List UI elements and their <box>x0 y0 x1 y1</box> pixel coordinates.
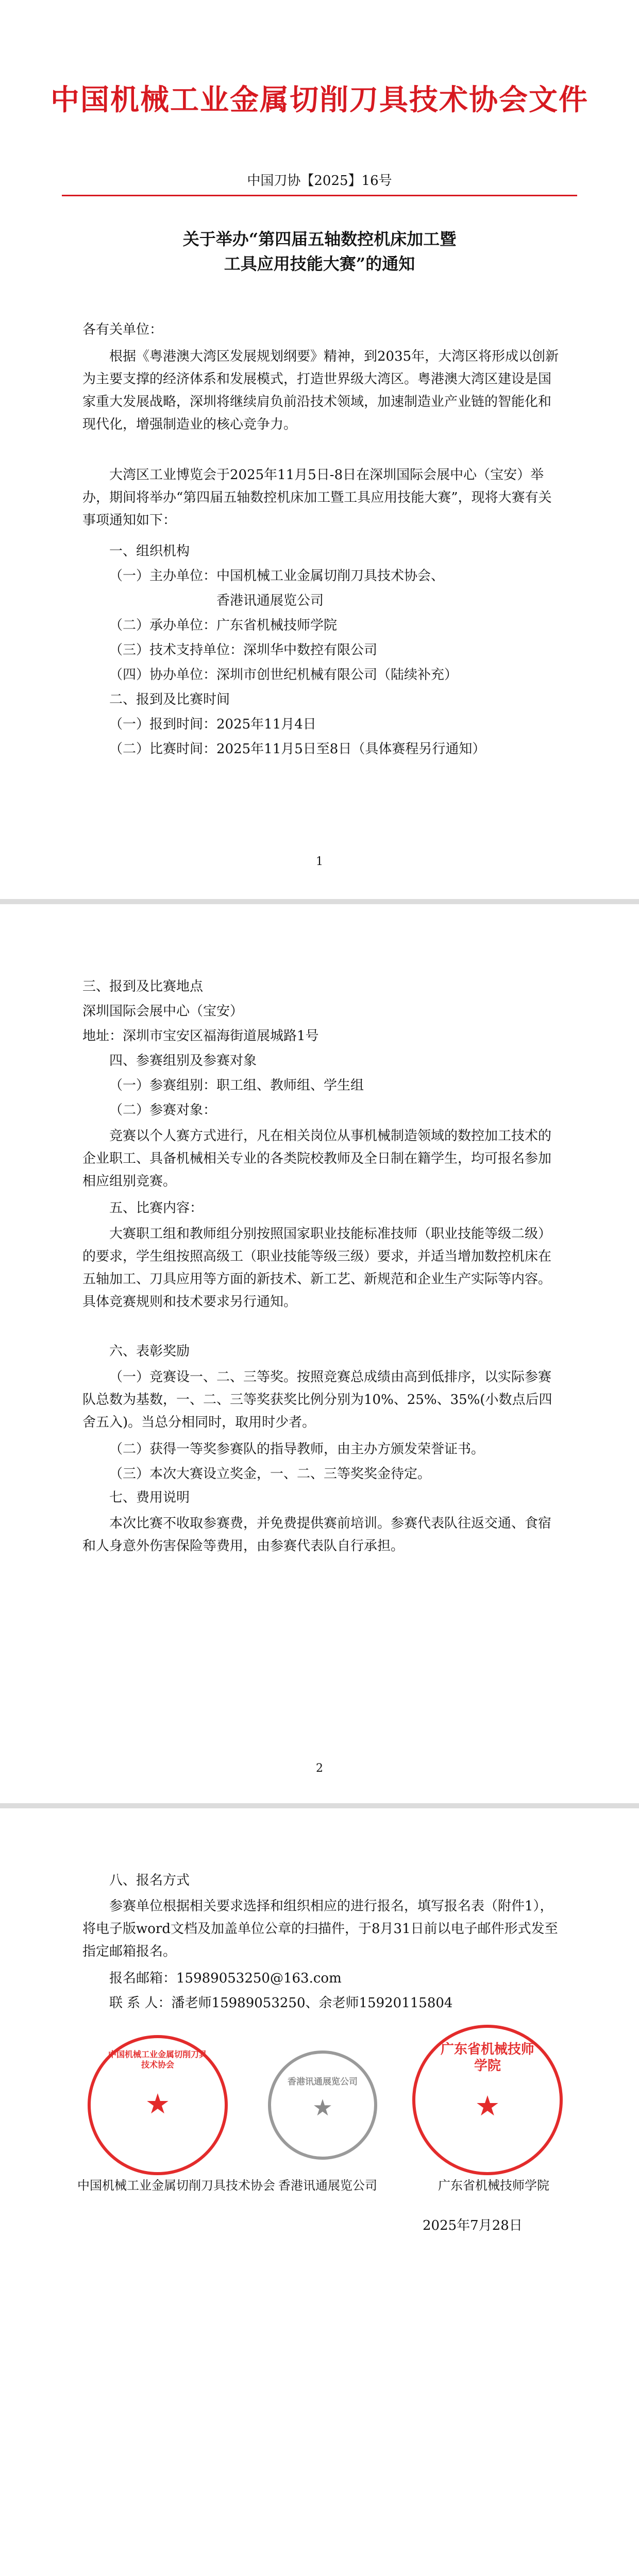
section-5-title: 五、比赛内容： <box>109 1200 204 1216</box>
signer-1: 中国机械工业金属切削刀具技术协会 <box>77 2178 275 2193</box>
section-1-title: 一、组织机构 <box>109 544 190 559</box>
contact-persons: 联 系 人：潘老师15989053250、余老师15920115804 <box>109 1995 453 2011</box>
page-number: 1 <box>316 855 323 868</box>
eligibility-paragraph: 竞赛以个人赛方式进行，凡在相关岗位从事机械制造领域的数控加工技术的企业职工、具备机械相关专业的各类院校教师及全日制在籍学生，均可报名参加相应组别竞赛。 <box>82 1128 552 1189</box>
section-6-title: 六、表彰奖励 <box>109 1344 190 1359</box>
content-paragraph: 大赛职工组和教师组分别按照国家职业技能标准技师（职业技能等级二级）的要求，学生组按照高级工（职业技能等级三级）要求，并适当增加数控机床在五轴加工、刀具应用等方面的新技术、新工艺、新规范和企业生产实际等内容。具体竞赛规则和技术要求另行通知。 <box>82 1226 552 1310</box>
seal-3-stamp <box>412 2025 563 2175</box>
doc-number: 中国刀协【2025】16号 <box>247 173 392 189</box>
organizer-line-2: 香港讯通展览公司 <box>216 593 324 608</box>
award-paragraph-2: （二）获得一等奖参赛队的指导教师，由主办方颁发荣誉证书。 <box>109 1442 485 1457</box>
contest-eligibility-title: （二）参赛对象： <box>109 1103 217 1118</box>
section-3-title: 三、报到及比赛地点 <box>82 979 204 994</box>
registration-paragraph: 参赛单位根据相关要求选择和组织相应的进行报名，填写报名表（附件1），将电子版word文档及加盖单位公章的扫描件，于8月31日前以电子邮件形式发至指定邮箱报名。 <box>82 1899 558 1959</box>
seal-star-icon: ★ <box>312 2095 333 2121</box>
issue-date: 2025年7月28日 <box>423 2218 523 2233</box>
page-1 <box>0 0 639 899</box>
section-2-title: 二、报到及比赛时间 <box>109 692 230 707</box>
section-4-title: 四、参赛组别及参赛对象 <box>109 1053 257 1069</box>
award-paragraph-3: （三）本次大赛设立奖金，一、二、三等奖奖金待定。 <box>109 1466 431 1482</box>
seal-2-text: 香港讯通展览公司 <box>288 2077 358 2087</box>
registration-email: 报名邮箱：15989053250@163.com <box>109 1971 342 1986</box>
organizer-line: （一）主办单位：中国机械工业金属切削刀具技术协会、 <box>109 568 445 584</box>
venue: 深圳国际会展中心（宝安） <box>82 1004 244 1019</box>
page-number: 2 <box>316 1762 323 1775</box>
contest-time: （二）比赛时间：2025年11月5日至8日（具体赛程另行通知） <box>109 741 486 757</box>
seal-star-icon: ★ <box>145 2088 171 2120</box>
signer-2: 香港讯通展览公司 <box>278 2178 377 2193</box>
seal-3-text: 广东省机械技师学院 <box>440 2042 534 2074</box>
contest-groups: （一）参赛组别：职工组、教师组、学生组 <box>109 1078 364 1093</box>
section-8-title: 八、报名方式 <box>109 1873 190 1888</box>
salutation: 各有关单位： <box>82 322 163 337</box>
venue-address: 地址：深圳市宝安区福海街道展城路1号 <box>82 1028 319 1044</box>
co-organizer-line: （四）协办单位：深圳市创世纪机械有限公司（陆续补充） <box>109 667 458 683</box>
intro-paragraph-2: 大湾区工业博览会于2025年11月5日-8日在深圳国际会展中心（宝安）举办，期间将举办“第四届五轴数控机床加工暨工具应用技能大赛”，现将大赛有关事项通知如下： <box>82 467 552 528</box>
page-3 <box>0 1808 639 2576</box>
org-title: 中国机械工业金属切削刀具技术协会文件 <box>51 83 588 117</box>
host-line: （二）承办单位：广东省机械技师学院 <box>109 618 338 633</box>
page-2 <box>0 904 639 1803</box>
seal-star-icon: ★ <box>475 2090 500 2122</box>
notice-title-line-1: 关于举办“第四届五轴数控机床加工暨 <box>182 229 457 249</box>
notice-title <box>0 227 639 276</box>
intro-paragraph-1: 根据《粤港澳大湾区发展规划纲要》精神，到2035年，大湾区将形成以创新为主要支撑的经济体系和发展模式，打造世界级大湾区。粤港澳大湾区建设是国家重大发展战略，深圳将继续肩负前沿技术领域，加速制造业产业链的智能化和现代化，增强制造业的核心竞争力。 <box>82 349 559 432</box>
award-paragraph-1: （一）竞赛设一、二、三等奖。按照竞赛总成绩由高到低排序，以实际参赛队总数为基数，一、二、三等奖获奖比例分别为10%、25%、35%(小数点后四舍五入)。当总分相同时，取用时少者。 <box>82 1369 552 1430</box>
seal-2-stamp <box>268 2050 377 2160</box>
checkin-time: （一）报到时间：2025年11月4日 <box>109 717 316 732</box>
signer-3: 广东省机械技师学院 <box>438 2178 549 2193</box>
seal-1-text: 中国机械工业金属切削刀具技术协会 <box>108 2049 208 2070</box>
tech-support-line: （三）技术支持单位：深圳华中数控有限公司 <box>109 642 378 658</box>
seal-1-stamp <box>88 2035 228 2175</box>
section-7-title: 七、费用说明 <box>109 1490 190 1505</box>
notice-title-line-2: 工具应用技能大赛”的通知 <box>224 254 415 274</box>
red-divider <box>62 195 577 196</box>
fee-paragraph: 本次比赛不收取参赛费，并免费提供赛前培训。参赛代表队往返交通、食宿和人身意外伤害保险等费用，由参赛代表队自行承担。 <box>82 1516 552 1554</box>
